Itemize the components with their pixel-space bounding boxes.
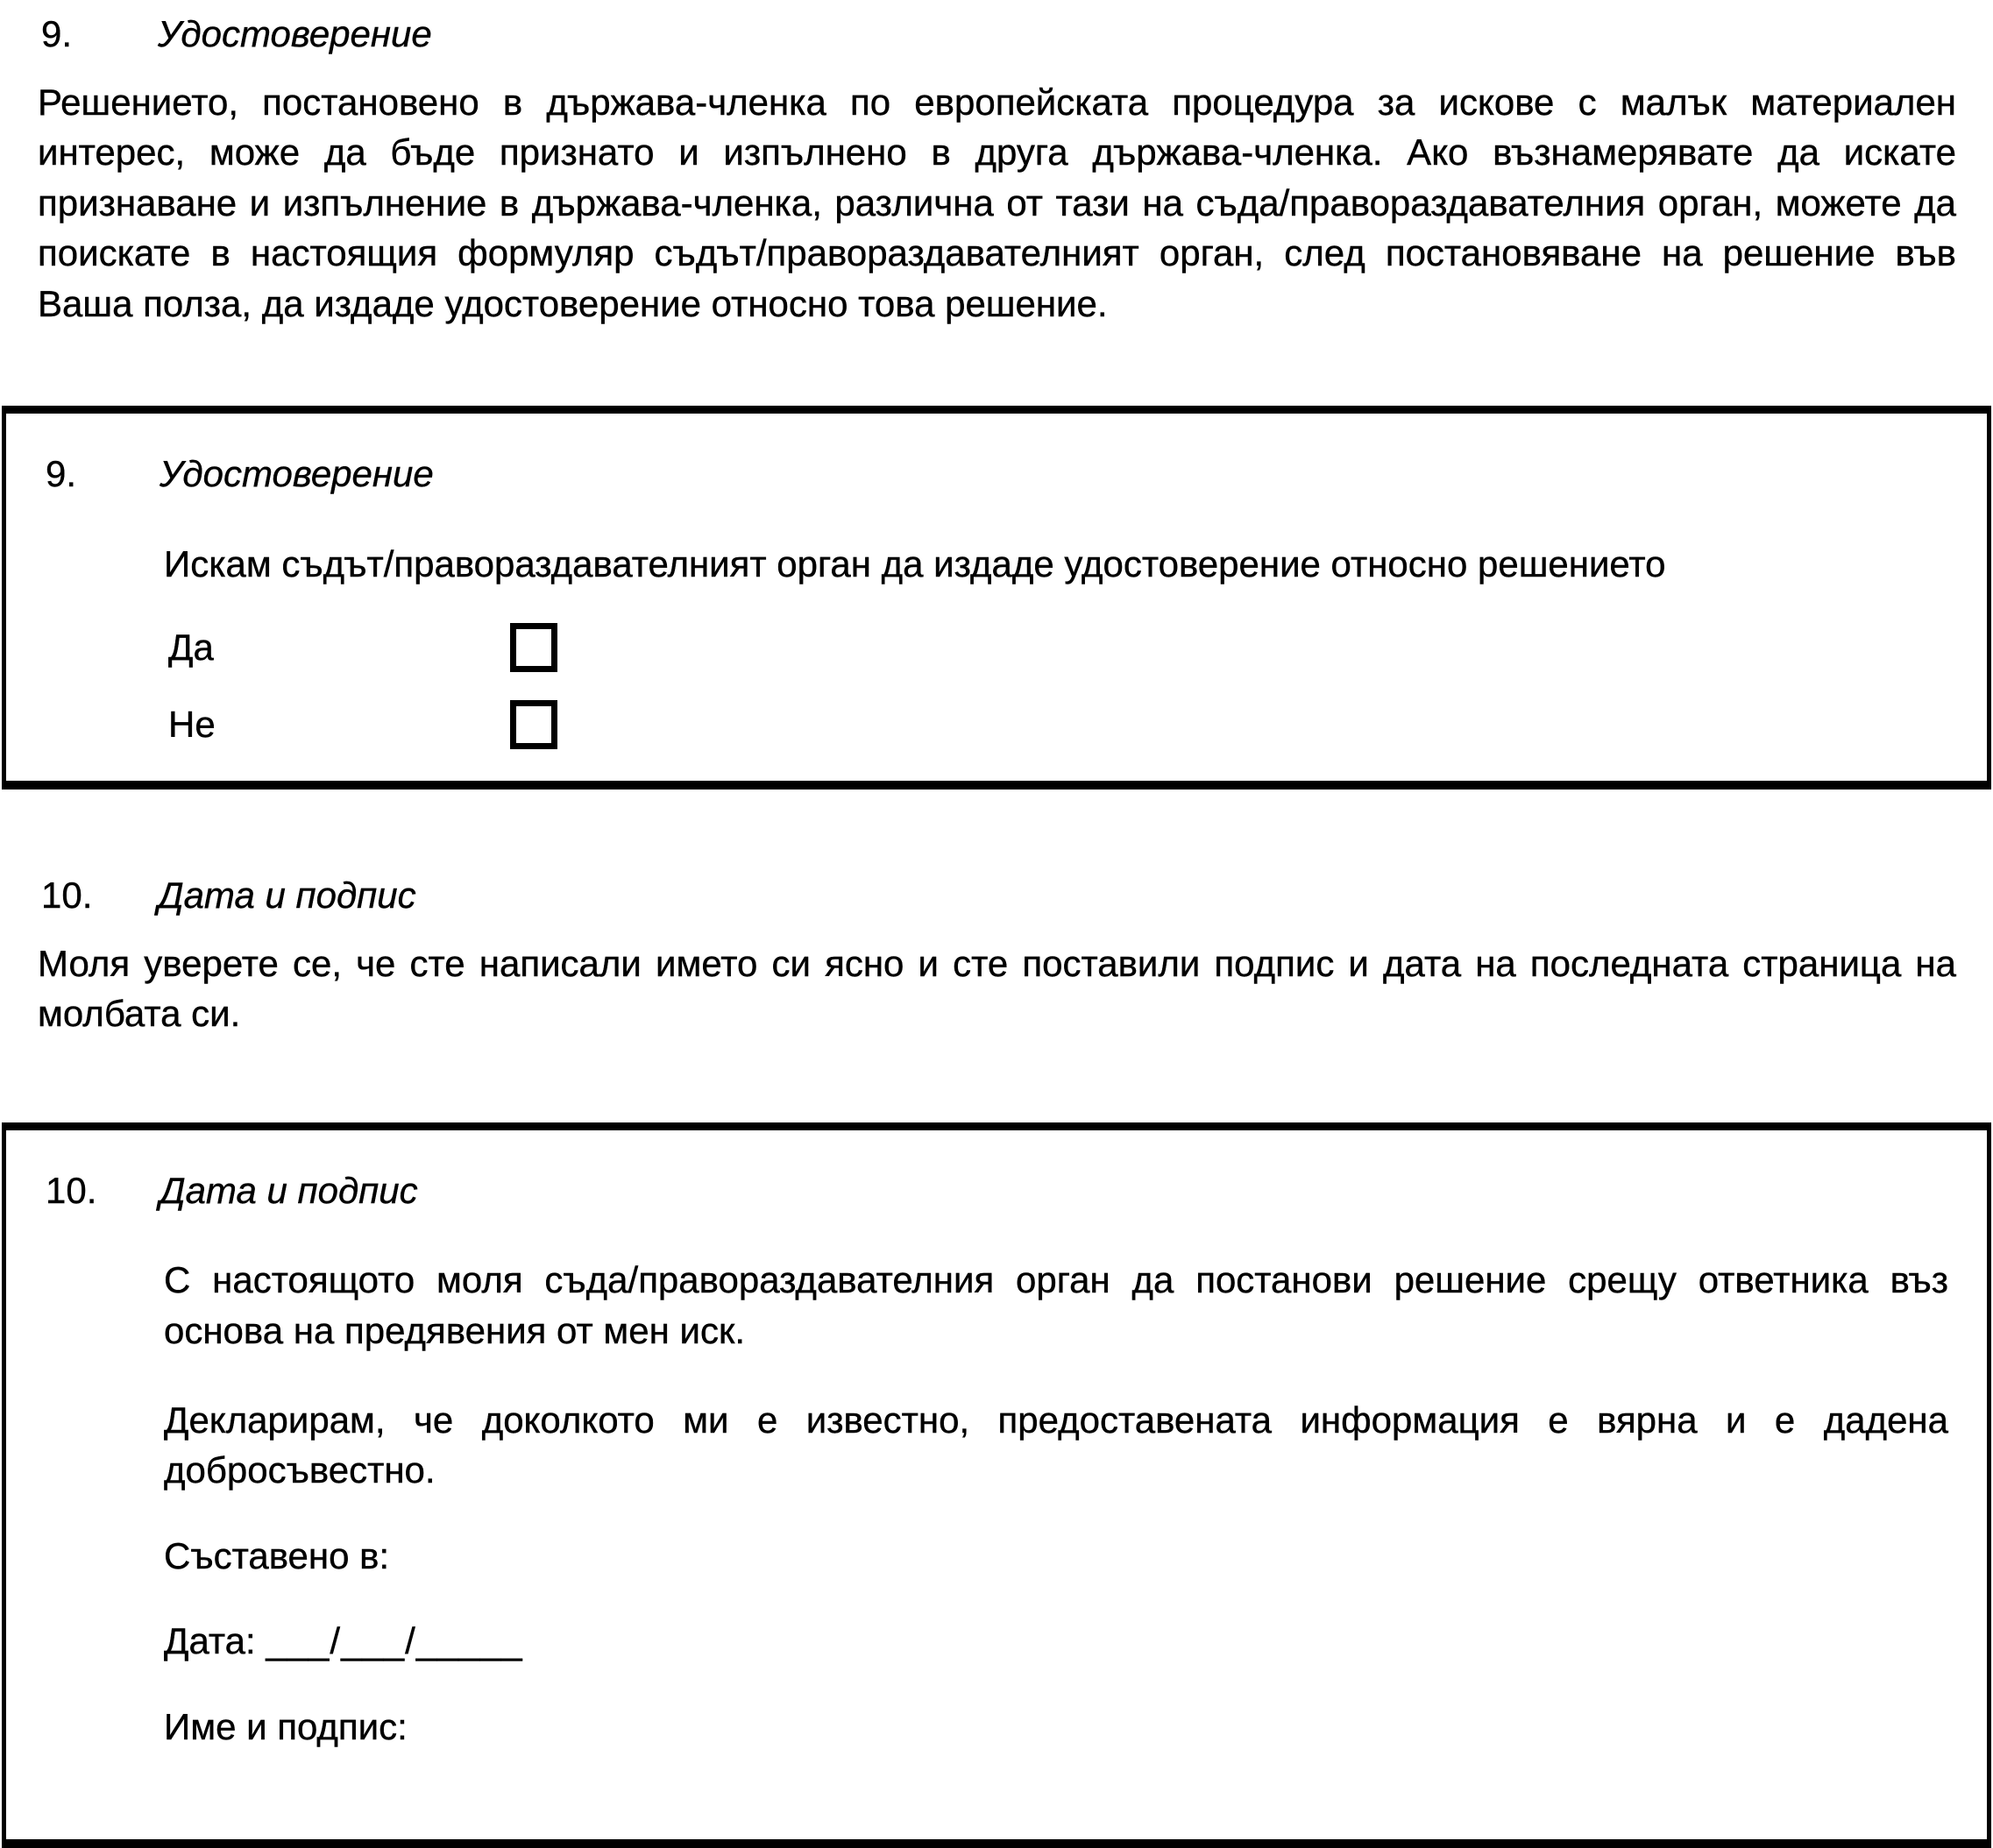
section10-box-title: Дата и подпис	[160, 1169, 418, 1211]
section9-box-title: Удостоверение	[160, 453, 434, 495]
section9-number: 9.	[41, 13, 73, 54]
section9-title: Удостоверение	[158, 13, 432, 54]
no-label: Не	[168, 703, 216, 745]
good-faith-declaration-paragraph: Декларирам, че доколкото ми е известно, предоставената информация е вярна и е дадена добросъвестно.	[164, 1398, 1948, 1491]
section9-box-heading	[46, 449, 1950, 499]
date-label: Дата:	[164, 1620, 256, 1662]
section10-intro-paragraph: Моля уверете се, че сте написали името си ясно и сте поставили подпис и дата на последната страница на молбата си.	[38, 942, 1956, 1035]
section10-box-heading	[46, 1165, 1950, 1216]
yes-label: Да	[168, 627, 214, 669]
judgment-request-paragraph: С настоящото моля съда/правораздавателния орган да постанови решение срещу ответника въз основа на предявения от мен иск.	[164, 1259, 1948, 1351]
section10-box-number: 10.	[46, 1169, 97, 1211]
name-signature-label: Име и подпис:	[164, 1705, 408, 1747]
section10-title: Дата и подпис	[158, 874, 416, 917]
option-row-no	[168, 699, 1948, 750]
made-in-label: Съставено в:	[164, 1534, 390, 1576]
certificate-request-statement: Искам съдът/правораздавателният орган да издаде удостоверение относно решението	[164, 542, 1666, 584]
section9-intro-paragraph: Решението, постановено в държава-членка по европейската процедура за искове с малък материален интерес, може да бъде признато и изпълнено в друга държава-членка. Ако възнамерявате да искате признаване и изпълнение в държава-членка, различна от тази на съда/правораздавателния орган, можете да поискате в настоящия формуляр съдът/правораздавателният орган, след постановяване на решение във Ваша полза, да издаде удостоверение относно това решение.	[38, 81, 1956, 324]
yes-checkbox[interactable]	[510, 623, 557, 672]
date-row	[164, 1616, 1948, 1667]
date-blank-field: ___/___/_____	[266, 1620, 523, 1662]
section9-box	[2, 406, 1991, 789]
section10-heading	[41, 870, 1956, 921]
section9-heading	[41, 9, 1956, 60]
section9-box-number: 9.	[46, 453, 77, 495]
option-row-yes	[168, 622, 1948, 673]
no-checkbox[interactable]	[510, 700, 557, 749]
section10-box	[2, 1122, 1991, 1848]
section10-number: 10.	[41, 874, 93, 917]
